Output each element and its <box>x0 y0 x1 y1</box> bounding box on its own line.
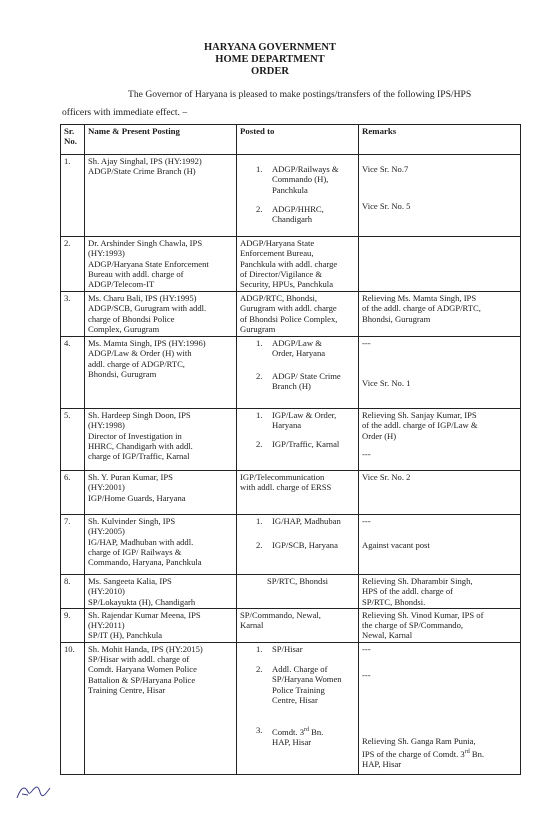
remarks-cell <box>359 409 521 471</box>
remarks-cell <box>359 237 521 292</box>
posting-number: 2. <box>256 370 263 381</box>
header-government: HARYANA GOVERNMENT <box>204 42 336 53</box>
remarks-line: Against vacant post <box>362 540 430 551</box>
name-cell <box>85 575 237 609</box>
posting-item <box>250 439 355 449</box>
col-name: Name & Present Posting <box>85 125 237 155</box>
remarks-line: --- <box>362 643 371 654</box>
posting-line: IG/HAP, Madhuban <box>272 516 341 526</box>
remarks-cell <box>359 642 521 774</box>
posting-item <box>250 516 355 526</box>
name-line: Sh. Kulvinder Singh, IPS <box>88 516 176 526</box>
remarks-line: SP/RTC, Bhondsi. <box>362 596 426 607</box>
initials-signature <box>14 780 54 802</box>
header-department: HOME DEPARTMENT <box>215 54 325 65</box>
remarks-line: Vice Sr. No. 1 <box>362 378 411 389</box>
name-line: (HY:2011) <box>88 620 125 631</box>
posting-line: ADGP/HHRC, <box>272 203 324 214</box>
remarks-line: Order (H) <box>362 430 397 441</box>
name-line: SP/IT (H), Panchkula <box>88 630 163 641</box>
posted-line: Gurugram <box>240 323 276 334</box>
name-line: ADGP/Law & Order (H) with <box>88 348 192 359</box>
posted-line: Enforcement Bureau, <box>240 248 314 259</box>
posted-line: ADGP/Haryana State <box>240 238 315 248</box>
name-line: ADGP/Telecom-IT <box>88 279 155 290</box>
posting-item <box>250 725 355 747</box>
name-line: (HY:2005) <box>88 526 125 537</box>
posting-number: 1. <box>256 338 263 348</box>
sr-cell: 3. <box>61 292 85 337</box>
name-line: charge of IGP/Traffic, Karnal <box>88 451 190 462</box>
posting-line: IGP/Law & Order, <box>272 410 337 420</box>
name-line: HHRC, Chandigarh with addl. <box>88 440 193 451</box>
posting-line: ADGP/Railways & <box>272 164 339 174</box>
name-line: Sh. Ajay Singhal, IPS (HY:1992) <box>88 156 202 166</box>
remarks-cell <box>359 337 521 409</box>
posting-line: Addl. Charge of <box>272 664 328 675</box>
posted-line: ADGP/RTC, Bhondsi, <box>240 293 318 303</box>
name-cell <box>85 155 237 237</box>
table-row <box>61 409 521 471</box>
posting-line: SP/Hisar <box>272 643 303 654</box>
posted-line: Karnal <box>240 620 264 631</box>
posted-line: with addl. charge of ERSS <box>240 482 332 493</box>
col-posted-to: Posted to <box>237 125 359 155</box>
posting-line: Police Training <box>272 684 325 695</box>
name-line: Commando, Haryana, Panchkula <box>88 557 202 568</box>
name-line: IG/HAP, Madhuban with addl. <box>88 536 194 547</box>
posting-line: Chandigarh <box>272 214 313 225</box>
sr-cell: 2. <box>61 237 85 292</box>
posting-line: Branch (H) <box>272 380 311 391</box>
remarks-cell <box>359 575 521 609</box>
remarks-line: Relieving Sh. Vinod Kumar, IPS of <box>362 609 484 620</box>
posting-number: 1. <box>256 410 263 420</box>
posted-line: SP/RTC, Bhondsi <box>266 576 329 586</box>
name-line: IGP/Home Guards, Haryana <box>88 492 186 503</box>
posted-cell <box>237 608 359 642</box>
posting-line: Panchkula <box>272 184 308 195</box>
name-line: ADGP/Haryana State Enforcement <box>88 258 209 269</box>
posted-cell <box>237 292 359 337</box>
posting-line: HAP, Hisar <box>272 737 312 748</box>
sr-cell: 9. <box>61 608 85 642</box>
remarks-line: HPS of the addl. charge of <box>362 586 454 597</box>
name-cell <box>85 409 237 471</box>
name-cell <box>85 292 237 337</box>
table-row <box>61 515 521 575</box>
name-line: Sh. Hardeep Singh Doon, IPS <box>88 410 191 420</box>
name-line: SP/Hisar with addl. charge of <box>88 654 190 665</box>
posting-line: Haryana <box>272 420 302 431</box>
table-row <box>61 337 521 409</box>
posting-line: Comdt. 3rd Bn. <box>272 727 324 738</box>
posted-cell <box>237 471 359 515</box>
sr-cell: 1. <box>61 155 85 237</box>
remarks-line: of the addl. charge of ADGP/RTC, <box>362 303 481 314</box>
name-line: Sh. Rajendar Kumar Meena, IPS <box>88 609 201 620</box>
remarks-line: Newal, Karnal <box>362 630 413 641</box>
name-cell <box>85 608 237 642</box>
postings-table <box>60 124 521 775</box>
name-cell <box>85 337 237 409</box>
remarks-cell <box>359 608 521 642</box>
remarks-line: --- <box>362 516 371 526</box>
posted-cell <box>237 575 359 609</box>
name-line: ADGP/SCB, Gurugram with addl. <box>88 303 207 314</box>
posting-item <box>250 371 355 392</box>
intro-line-1: The Governor of Haryana is pleased to make postings/transfers of the following IPS/HPS <box>128 89 472 100</box>
sr-cell: 5. <box>61 409 85 471</box>
posting-item <box>250 204 355 225</box>
posting-number: 1. <box>256 643 263 654</box>
table-row <box>61 608 521 642</box>
remarks-line: IPS of the charge of Comdt. 3rd Bn. <box>362 748 485 759</box>
name-line: Battalion & SP/Haryana Police <box>88 674 196 685</box>
posted-line: SP/Commando, Newal, <box>240 609 321 620</box>
table-row <box>61 471 521 515</box>
remarks-cell <box>359 515 521 575</box>
posted-cell <box>237 642 359 774</box>
posted-cell <box>237 237 359 292</box>
posting-number: 3. <box>256 725 263 736</box>
name-line: (HY:2001) <box>88 482 125 493</box>
name-cell <box>85 471 237 515</box>
name-cell <box>85 642 237 774</box>
name-line: ADGP/State Crime Branch (H) <box>88 166 196 177</box>
posted-line: Security, HPUs, Panchkula <box>240 279 334 290</box>
posted-cell <box>237 155 359 237</box>
table-row <box>61 575 521 609</box>
name-line: Ms. Charu Bali, IPS (HY:1995) <box>88 293 197 303</box>
posting-number: 1. <box>256 164 263 174</box>
name-line: Ms. Mamta Singh, IPS (HY:1996) <box>88 338 206 348</box>
posting-line: SP/Haryana Women <box>272 674 342 685</box>
name-line: Ms. Sangeeta Kalia, IPS <box>88 576 172 586</box>
sr-cell: 4. <box>61 337 85 409</box>
name-line: Sh. Mohit Handa, IPS (HY:2015) <box>88 643 203 654</box>
col-remarks: Remarks <box>359 125 521 155</box>
table-row <box>61 642 521 774</box>
remarks-line: Vice Sr. No.7 <box>362 164 409 174</box>
posting-number: 2. <box>256 540 263 551</box>
col-sr-no: Sr. No. <box>61 125 85 155</box>
remarks-line: Relieving Sh. Ganga Ram Punia, <box>362 736 476 747</box>
posting-line: IGP/SCB, Haryana <box>272 540 338 551</box>
remarks-line: the charge of SP/Commando, <box>362 620 464 631</box>
posting-item <box>250 338 355 359</box>
name-line: SP/Lokayukta (H), Chandigarh <box>88 596 196 607</box>
remarks-line: Vice Sr. No. 2 <box>362 472 411 482</box>
name-line: Comdt. Haryana Women Police <box>88 664 197 675</box>
sr-cell: 8. <box>61 575 85 609</box>
posting-number: 2. <box>256 664 263 675</box>
name-line: (HY:1993) <box>88 248 125 259</box>
posted-line: Panchkula with addl. charge <box>240 258 338 269</box>
remarks-line: Relieving Ms. Mamta Singh, IPS <box>362 293 477 303</box>
posting-line: ADGP/ State Crime <box>272 370 341 381</box>
posting-line: Centre, Hisar <box>272 694 318 705</box>
name-line: Complex, Gurugram <box>88 323 160 334</box>
posting-item <box>250 664 355 705</box>
posting-item <box>250 540 355 550</box>
posted-cell <box>237 515 359 575</box>
posting-line: Order, Haryana <box>272 348 326 359</box>
posting-line: IGP/Traffic, Karnal <box>272 438 340 449</box>
posting-item <box>250 164 355 195</box>
remarks-line: Relieving Sh. Dharambir Singh, <box>362 576 473 586</box>
name-line: Training Centre, Hisar <box>88 684 166 695</box>
table-row <box>61 155 521 237</box>
posting-number: 2. <box>256 203 263 214</box>
header-order: ORDER <box>251 66 289 77</box>
posting-item <box>250 644 355 654</box>
name-line: Dr. Arshinder Singh Chawla, IPS <box>88 238 203 248</box>
name-line: (HY:2010) <box>88 586 125 597</box>
name-cell <box>85 515 237 575</box>
remarks-cell <box>359 471 521 515</box>
sr-cell: 7. <box>61 515 85 575</box>
remarks-line: Vice Sr. No. 5 <box>362 201 411 212</box>
intro-line-2: officers with immediate effect. – <box>62 107 188 118</box>
table-row <box>61 292 521 337</box>
name-line: Bhondsi, Gurugram <box>88 368 157 379</box>
posting-number: 1. <box>256 516 263 526</box>
name-cell <box>85 237 237 292</box>
remarks-line: of the addl. charge of IGP/Law & <box>362 420 478 431</box>
remarks-line: Bhondsi, Gurugram <box>362 313 431 324</box>
remarks-line: --- <box>362 338 371 348</box>
name-line: charge of Bhondsi Police <box>88 313 175 324</box>
name-line: charge of IGP/ Railways & <box>88 546 182 557</box>
remarks-cell <box>359 292 521 337</box>
remarks-line: --- <box>362 670 371 681</box>
name-line: addl. charge of ADGP/RTC, <box>88 358 185 369</box>
posting-line: Commando (H), <box>272 174 329 185</box>
posting-line: ADGP/Law & <box>272 338 322 348</box>
remarks-cell <box>359 155 521 237</box>
table-row <box>61 237 521 292</box>
posted-line: Gurugram with addl. charge <box>240 303 337 314</box>
sr-cell: 10. <box>61 642 85 774</box>
posted-line: of Director/Vigilance & <box>240 268 323 279</box>
name-line: Director of Investigation in <box>88 430 182 441</box>
posted-cell <box>237 337 359 409</box>
remarks-line: Relieving Sh. Sanjay Kumar, IPS <box>362 410 477 420</box>
table-header-row <box>61 125 521 155</box>
remarks-line: --- <box>362 448 371 459</box>
posting-number: 2. <box>256 438 263 449</box>
posted-line: IGP/Telecommunication <box>240 472 325 482</box>
posted-cell <box>237 409 359 471</box>
name-line: Bureau with addl. charge of <box>88 268 184 279</box>
sr-cell: 6. <box>61 471 85 515</box>
name-line: (HY:1998) <box>88 420 125 431</box>
posting-item <box>250 410 355 431</box>
remarks-line: HAP, Hisar <box>362 758 402 769</box>
posted-line: of Bhondsi Police Complex, <box>240 313 338 324</box>
name-line: Sh. Y. Puran Kumar, IPS <box>88 472 173 482</box>
